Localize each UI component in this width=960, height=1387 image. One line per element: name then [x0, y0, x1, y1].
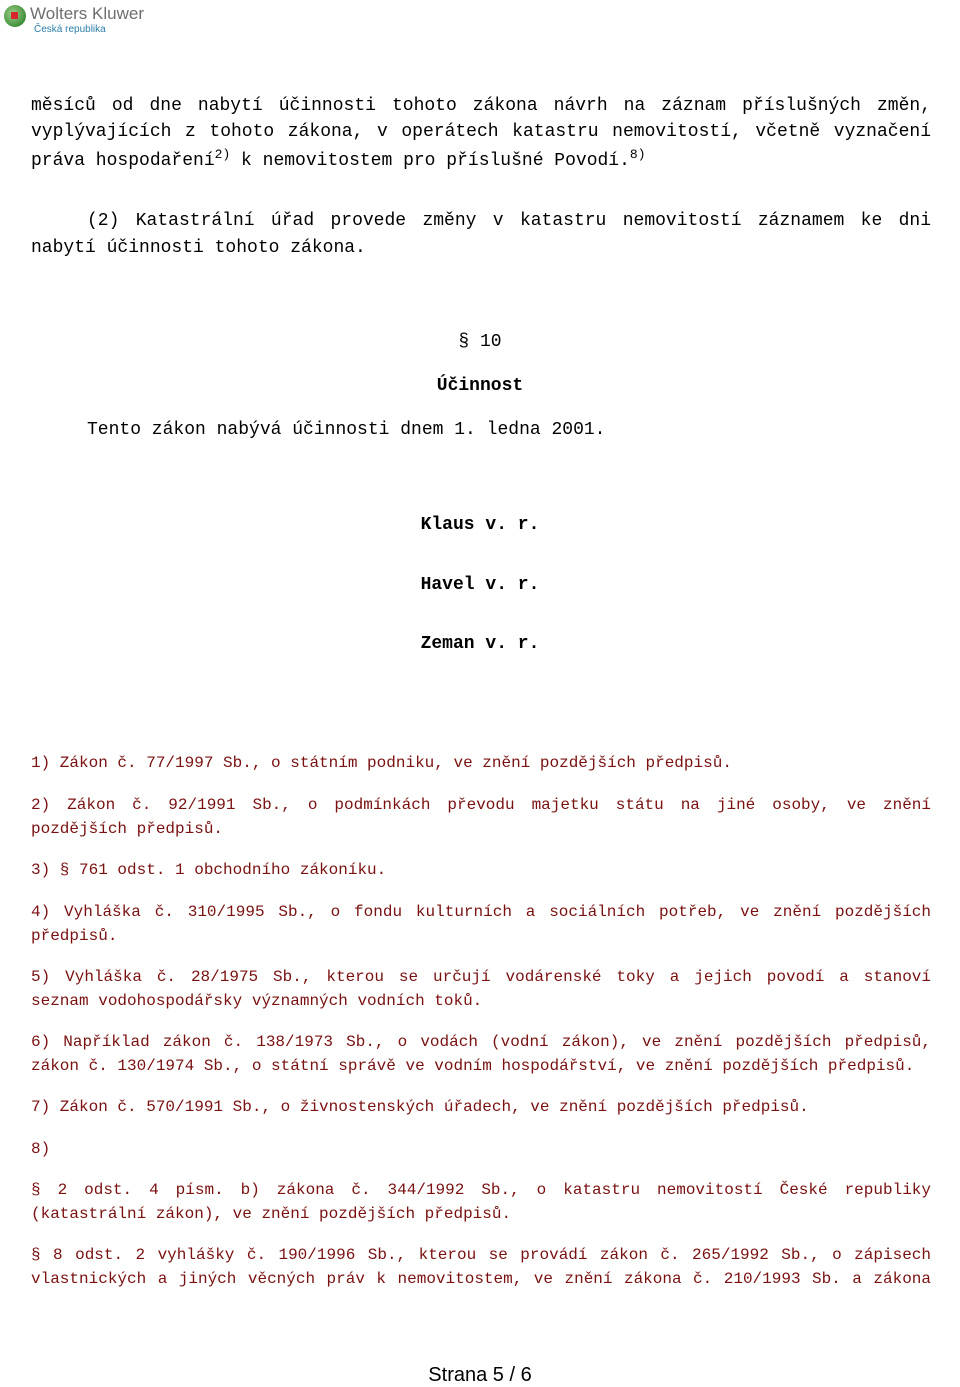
footnote-ref[interactable]: 2): [214, 147, 231, 162]
footnote-2: 2) Zákon č. 92/1991 Sb., o podmínkách převodu majetku státu na jiné osoby, ve znění: [31, 796, 931, 814]
page-number: Strana 5 / 6: [428, 1364, 532, 1386]
body-line: (2) Katastrální úřad provede změny v katastru nemovitostí záznamem ke dni: [87, 211, 931, 231]
footnote-ref[interactable]: 8): [629, 147, 646, 162]
footnote-8a-cont: (katastrální zákon), ve znění pozdějších předpisů.: [31, 1205, 512, 1223]
body-line: měsíců od dne nabytí účinnosti tohoto zákona návrh na záznam příslušných změn,: [31, 96, 931, 116]
footnote-6-cont: zákon č. 130/1974 Sb., o státní správě ve vodním hospodářství, ve znění pozdějších předpisů.: [31, 1057, 915, 1075]
footnote-4: 4) Vyhláška č. 310/1995 Sb., o fondu kulturních a sociálních potřeb, ve znění pozdějších: [31, 903, 931, 921]
footnote-6: 6) Například zákon č. 138/1973 Sb., o vodách (vodní zákon), ve znění pozdějších předpisů,: [31, 1033, 931, 1051]
wolters-kluwer-logo: [2, 2, 162, 38]
footnote-5: 5) Vyhláška č. 28/1975 Sb., kterou se určují vodárenské toky a jejich povodí a stanoví: [31, 968, 931, 986]
signature: Havel v. r.: [420, 575, 540, 595]
footnote-7: 7) Zákon č. 570/1991 Sb., o živnostenských úřadech, ve znění pozdějších předpisů.: [31, 1098, 809, 1116]
footnote-5-cont: seznam vodohospodářsky významných vodních toků.: [31, 992, 483, 1010]
footnote-4-cont: předpisů.: [31, 927, 118, 945]
footnote-3: 3) § 761 odst. 1 obchodního zákoníku.: [31, 861, 387, 879]
footnote-8: 8): [31, 1140, 51, 1158]
footnote-1: 1) Zákon č. 77/1997 Sb., o státním podniku, ve znění pozdějších předpisů.: [31, 754, 732, 772]
footnote-8a: § 2 odst. 4 písm. b) zákona č. 344/1992 Sb., o katastru nemovitostí České republiky: [31, 1181, 931, 1199]
text: práva hospodaření: [31, 151, 215, 171]
footnote-8b-cont: vlastnických a jiných věcných práv k nemovitostem, ve znění zákona č. 210/1993 Sb. a zákona: [31, 1270, 931, 1288]
footnote-8b: § 8 odst. 2 vyhlášky č. 190/1996 Sb., kterou se provádí zákon č. 265/1992 Sb., o zápisech: [31, 1246, 931, 1264]
section-number: § 10: [458, 332, 502, 352]
section-title: Účinnost: [436, 376, 524, 396]
footnote-2-cont: pozdějších předpisů.: [31, 820, 224, 838]
text: k nemovitostem pro příslušné Povodí.: [230, 151, 630, 171]
body-line: vyplývajících z tohoto zákona, v operátech katastru nemovitostí, včetně vyznačení: [31, 122, 931, 142]
body-line: nabytí účinnosti tohoto zákona.: [31, 238, 366, 258]
body-line: Tento zákon nabývá účinnosti dnem 1. ledna 2001.: [87, 420, 606, 440]
signature: Zeman v. r.: [420, 634, 540, 654]
brand-name: Wolters Kluwer: [30, 4, 144, 23]
brand-subtitle: Česká republika: [34, 24, 106, 35]
globe-logo-icon: [4, 5, 26, 27]
signature: Klaus v. r.: [420, 515, 540, 535]
body-line: [31, 149, 931, 173]
